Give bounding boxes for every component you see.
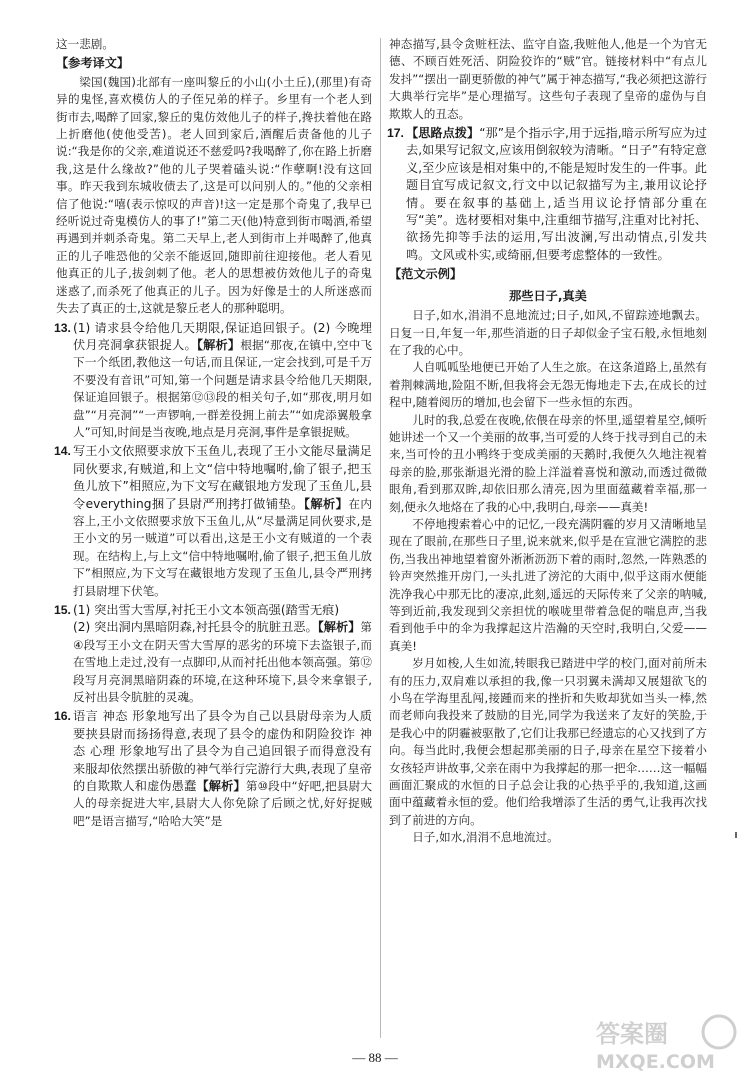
- answer-16-continued: 神态描写,县令贪赃枉法、监守自盗,我赃他人,他是一个为官无德、不顾百姓死活、阴险狡诈的“贼”官。链接材料中“有点儿发抖”“摆出一副更骄傲的神气”属于神态描写,“我必须把这游行大典举行完毕”是心理描写。这些句子表现了皇帝的虚伪与自欺欺人的丑态。: [389, 37, 707, 121]
- essay-paragraph-6: 日子,如水,涓涓不息地流过。: [412, 830, 559, 845]
- reference-translation-text: 梁国(魏国)北部有一座叫黎丘的小山(小土丘),(那里)有奇异的鬼怪,喜欢模仿人的子侄兄弟的样子。乡里有一个老人到街市去,喝醉了回家,黎丘的鬼仿效他儿子的样子,搀扶着他在路上折磨他(使他受苦)。老人回到家后,酒醒后责备他的儿子说:“我是你的父亲,难道说还不慈爱吗?我喝醉了,你在路上折磨我,这是什么缘故?”他的儿子哭着磕头说:“作孽啊!没有这回事。昨天我到东城收债去了,这是可以问别人的。”他的父亲相信了他说:“嘻(表示惊叹的声音)!这一定是那个奇鬼了,我早已经听说过奇鬼模仿人的事了!”第二天(他)特意到街市喝酒,希望再遇到并刺杀奇鬼。第二天早上,老人到街市上并喝醉了,他真正的儿子唯恐他的父亲不能返回,随即前往迎接他。老人看见他真正的儿子,拔剑刺了他。老人的思想被仿效他儿子的奇鬼迷惑了,而杀死了他真正的儿子。因为好像是士的人所迷惑而失去了真正的士,这就是黎丘老人的那种聪明。: [56, 74, 372, 316]
- column-divider: [380, 38, 381, 1038]
- analysis-text: 在内容上,王小文依照要求放下玉鱼儿,从“尽量满足同伙要求,是王小文的另一贼道”可以看出,这是王小文有贼道的一个表现。在结构上,与上文“信中特地嘱咐,偷了银子,把玉鱼儿放下”相照应,为下文写在藏银地方发现了玉鱼儿,县令严刑拷打县尉埋下伏笔。: [73, 496, 372, 598]
- analysis-tag: 【解析】: [196, 779, 246, 794]
- answer-text: 语言 神态 形象地写出了县令为自己以县尉母亲为人质要挟县尉而扬扬得意,表现了县令的虚伪和阴险狡诈 神态 心理 形象地写出了县令为自己追回银子而得意没有来服却依然摆出骄傲的神气举行完游行大典,表现了皇帝的自欺欺人和虚伪愚蠢: [73, 709, 372, 794]
- answer-text: (1) 请求县令给他几天期限,保证追回银子。(2) 今晚埋伏月亮洞拿获银捉人。: [73, 320, 372, 352]
- margin-mark: [735, 832, 737, 838]
- analysis-text: 根据“那夜,在镇中,空中飞下一个纸团,教他这一句话,而且保证,一定会找到,可是千万不要没有音讯”可知,第一个问题是请求县令给他几天期限,保证追回银子。根据第⑫⑬段的相关句子,如“那夜,明月如盘”“月亮洞”“一声锣响,一群差役拥上前去”“如虎添翼般拿人”可知,时间是当夜晚,地点是月亮洞,事件是拿银捉贼。: [73, 337, 373, 439]
- answer-item-13: [56, 320, 372, 442]
- analysis-text: 第④段写王小文在阴天雪大雪厚的恶劣的环境下去盗银子,而在雪地上走过,没有一点脚印,从而衬托出他本领高强。第⑫段写月亮洞黑暗阴森的环境,在这种环境下,县令来拿银子,反衬出县令肮脏的灵魂。: [73, 620, 373, 705]
- approach-tips-tag: 【思路点拨】: [406, 126, 480, 141]
- page-number: — 88 —: [352, 1050, 398, 1065]
- right-column: [389, 36, 707, 847]
- answer-item-15: [56, 602, 372, 706]
- answer-text-part-2: (2) 突出洞内黑暗阴森,衬托县令的肮脏丑恶。: [73, 620, 318, 635]
- watermark-text-cn: 答案圈: [596, 1020, 668, 1048]
- watermark-text-url: MXQE.COM: [596, 1051, 715, 1073]
- question-number: 17.: [387, 126, 404, 141]
- watermark-logo: [592, 1012, 742, 1074]
- approach-tips-text: “那”是个指示字,用于远指,暗示所写应为过去,如果写记叙文,应该用倒叙较为清晰。“日子”有特定意义,至少应该是相对集中的,不能是短时发生的一件事。此题目宜写成记叙文,行文中以记叙描写为主,兼用议论抒情。要在叙事的基础上,适当用议论抒情部分重在写“美”。选材要相对集中,注重细节描写,注重对比衬托、欲扬先抑等手法的运用,写出波澜,写出动情点,引发共鸣。文风或朴实,或绮丽,但要考虑整体的一致性。: [406, 126, 707, 262]
- essay-title: 那些日子,真美: [509, 288, 587, 303]
- question-number: 14.: [54, 444, 71, 459]
- left-column: [56, 36, 372, 830]
- answer-text-part-1: (1) 突出雪大雪厚,衬托王小文本领高强(踏雪无痕): [73, 603, 340, 617]
- question-number: 16.: [54, 709, 71, 724]
- reference-translation-heading: 【参考译文】: [56, 56, 130, 71]
- question-number: 15.: [54, 603, 71, 617]
- essay-paragraph-5: 岁月如梭,人生如流,转眼我已踏进中学的校门,面对前所未有的压力,双肩难以承担的我,像一只羽翼未满却又展翅欲飞的小鸟在学海里乱闯,接踵而来的挫折和失败却犹如当头一棒,然而老师向我投来了鼓励的目光,同学为我送来了友好的笑脸,于是我心中的阴霾被驱散了,它们让我那已经遗忘的心又找到了方向。每当此时,我便会想起那美丽的日子,母亲在星空下接着小女孩轻声讲故事,父亲在雨中为我撑起的那一把伞……这一幅幅画面汇聚成的水恒的日子总会让我的心热乎乎的,我知道,这画面中蕴藏着永恒的爱。他们给我增添了生活的勇气,让我再次找到了前进的方向。: [389, 656, 707, 827]
- answer-item-16: [56, 708, 372, 830]
- answer-item-14: [56, 443, 372, 600]
- analysis-tag: 【解析】: [303, 496, 349, 511]
- essay-paragraph-3: 儿时的我,总爱在夜晚,依偎在母亲的怀里,遥望着星空,倾听她讲述一个又一个美丽的故事,当可爱的人终于找寻到自己的未来,当可怜的丑小鸭终于变成美丽的天鹅时,我便久久地注视着母亲的脸,那张渐退光滑的脸上洋溢着喜悦和激动,而透过微微眼角,看到那双眸,却依旧那么清亮,因为里面蕴藏着幸福,那一刻,便永久地烙在了我的心中,我明白,母亲——真美!: [389, 412, 707, 514]
- analysis-tag: 【解析】: [196, 337, 241, 352]
- answer-item-17: [389, 125, 707, 264]
- analysis-text: 第⑩段中“好吧,把县尉大人的母亲捉进大牢,县尉大人你免除了后顾之忧,好好捉贼吧”是语言描写,“哈哈大笑”是: [73, 779, 373, 828]
- essay-paragraph-2: 人自呱呱坠地便已开始了人生之旅。在这条道路上,虽然有着荆棘满地,险阻不断,但我将会无怨无悔地走下去,在成长的过程中,随着阅历的增加,也会留下一些永恒的东西。: [389, 360, 707, 410]
- essay-paragraph-1: 日子,如水,涓涓不息地流过;日子,如风,不留踪迹地飘去。日复一日,年复一年,那些消逝的日子却似金子宝石般,永恒地刻在了我的心中。: [389, 308, 707, 357]
- previous-answer-tail: 这一悲剧。: [56, 37, 114, 51]
- model-essay-heading: 【范文示例】: [389, 267, 463, 282]
- question-number: 13.: [54, 320, 71, 335]
- answer-text: 写王小文依照要求放下玉鱼儿,表现了王小文能尽量满足同伙要求,有贼道,和上文“信中特地嘱咐,偷了银子,把玉鱼儿放下”相照应,为下文写在藏银地方发现了玉鱼儿,县令everything捆了县尉严刑拷打做铺垫。: [73, 444, 372, 511]
- analysis-tag: 【解析】: [317, 620, 361, 635]
- essay-paragraph-4: 不停地搜索着心中的记忆,一段充满阴霾的岁月又清晰地呈现在了眼前,在那些日子里,说来就来,似乎是在宣泄它满腔的悲伤,当我出神地望着窗外淅淅沥沥下着的雨时,忽然,一阵熟悉的铃声突然推开房门,一头扎进了滂沱的大雨中,似乎这雨水便能洗净我心中那无比的凄凉,此刻,遥远的天际传来了父亲的呐喊,等到近前,我发现到父亲担忧的喉咙里带着急促的喘息声,当我看到他手中的伞为我撑起这片浩瀚的天空时,我明白,父爱——真美!: [389, 516, 707, 653]
